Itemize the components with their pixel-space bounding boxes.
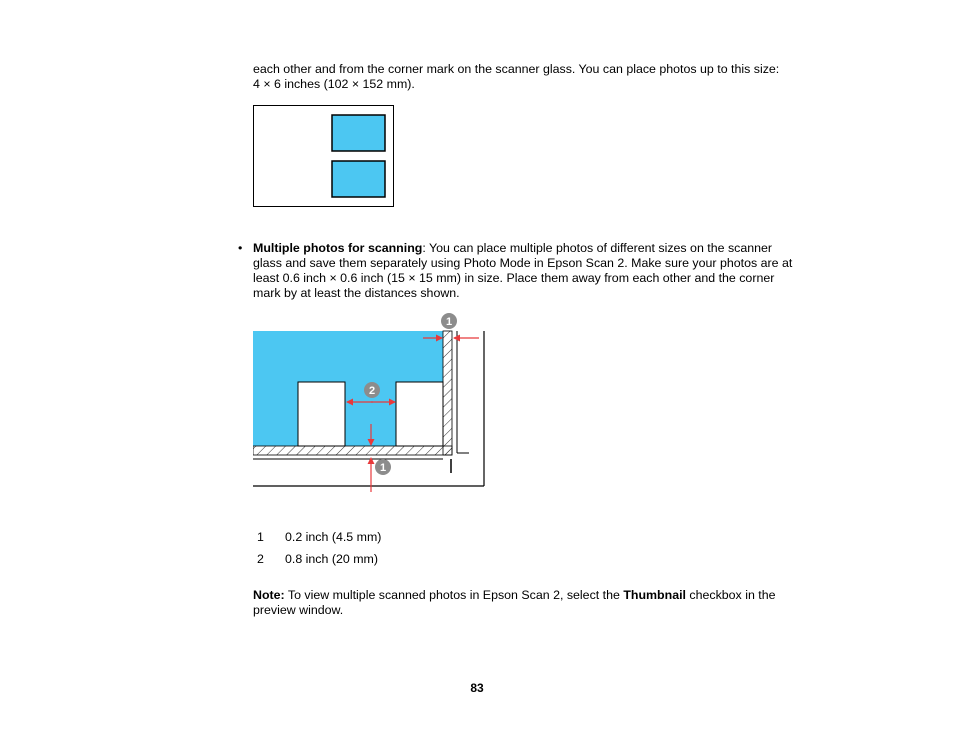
legend-text-2: 0.8 inch (20 mm) [285,552,378,566]
note-label: Note: [253,588,285,602]
intro-line-1: each other and from the corner mark on the scanner glass. You can place photos up to this size: [253,62,780,76]
legend-text-1: 0.2 inch (4.5 mm) [285,530,382,544]
intro-line-2: 4 × 6 inches (102 × 152 mm). [253,77,415,91]
note-text-2: checkbox in the [685,588,776,602]
bullet-paragraph [253,241,833,301]
svg-text:2: 2 [368,385,376,397]
bullet-line-3: least 0.6 inch × 0.6 inch (15 × 15 mm) in size. Place them away from each other and the corner [253,271,775,285]
callout-1-top [441,313,457,329]
photo-right [396,382,443,446]
bullet-line-1: : You can place multiple photos of different sizes on the scanner [422,241,773,255]
svg-text:1: 1 [445,316,453,328]
photo-top [332,115,385,151]
bullet-heading: Multiple photos for scanning [253,241,423,255]
photo-bottom [332,161,385,197]
bullet-marker: • [238,241,243,255]
intro-paragraph [253,62,833,92]
thumbnail-term: Thumbnail [623,588,686,602]
corner-mark-horizontal [253,446,452,455]
legend-num-2: 2 [257,552,264,566]
note-paragraph [253,588,833,618]
multiple-photos-diagram [253,310,488,492]
note-text-1: To view multiple scanned photos in Epson Scan 2, select the [284,588,624,602]
corner-mark-vertical [443,331,452,455]
note-line-2: preview window. [253,603,344,617]
svg-text:1: 1 [379,462,387,474]
photo-placement-figure [253,105,395,208]
page-number: 83 [470,681,484,695]
bullet-line-2: glass and save them separately using Photo Mode in Epson Scan 2. Make sure your photos are at [253,256,793,270]
bullet-line-4: mark by at least the distances shown. [253,286,460,300]
photo-left [298,382,345,446]
callout-2 [364,382,380,398]
legend-num-1: 1 [257,530,264,544]
callout-1-bottom [375,459,391,475]
